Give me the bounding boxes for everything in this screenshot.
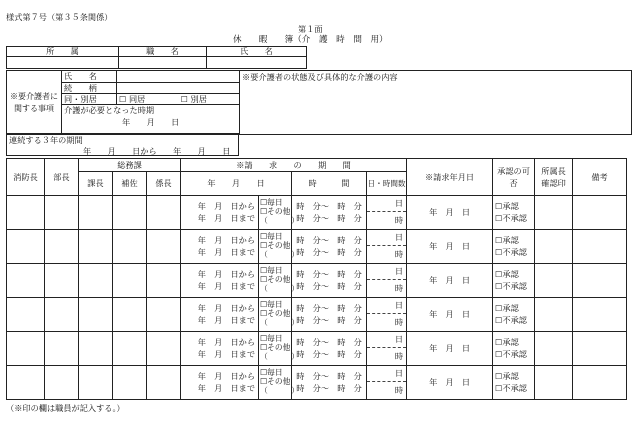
approval-cell[interactable] [493,298,535,332]
general-affairs-header: 総務課 [79,159,181,172]
days-hours-cell[interactable] [367,332,407,366]
subsection-chief-seal-cell[interactable] [147,332,181,366]
fire-chief-seal-cell[interactable] [7,366,45,400]
other-detail: （ ） [260,249,300,259]
other-option[interactable]: ☐その他 [260,207,291,217]
section-chief-seal-cell[interactable] [79,366,113,400]
living-options: ☐ 同居 ☐ 別居 [117,94,240,105]
daily-option[interactable]: ☐毎日 [260,266,283,276]
section-chief-seal-cell[interactable] [79,264,113,298]
frequency-cell[interactable] [259,230,300,264]
request-date-cell[interactable]: 年 月 日 [407,366,493,400]
other-detail: （ ） [260,283,300,293]
subsection-chief-seal-cell[interactable] [147,196,181,230]
carer-condition-cell[interactable] [240,71,632,135]
other-detail: （ ） [260,317,300,327]
request-date-cell[interactable]: 年 月 日 [407,230,493,264]
job-title-field[interactable] [119,57,207,69]
assistant-seal-cell[interactable] [113,196,147,230]
table-row [7,298,627,332]
dept-chief-seal-cell[interactable] [45,298,79,332]
time-range-2: 時 分～ 時 分 [296,314,362,325]
period-dates-cell[interactable] [181,298,259,332]
subsection-chief-seal-cell[interactable] [147,298,181,332]
dept-chief-seal-cell[interactable] [45,196,79,230]
time-range-1: 時 分～ 時 分 [296,303,362,314]
section-chief-header: 課長 [79,172,113,196]
dept-chief-seal-cell[interactable] [45,366,79,400]
period-dates-cell[interactable] [181,230,259,264]
assistant-seal-cell[interactable] [113,298,147,332]
day-count: 日 [367,230,406,246]
request-date-cell[interactable]: 年 月 日 [407,196,493,230]
dept-chief-header: 部長 [45,159,79,196]
job-title-label: 職 名 [119,47,207,57]
daily-option[interactable]: ☐毎日 [260,334,283,344]
section-chief-seal-cell[interactable] [79,332,113,366]
remarks-cell[interactable] [573,332,627,366]
time-header: 時 間 [292,172,367,196]
assistant-seal-cell[interactable] [113,230,147,264]
time-range-2: 時 分～ 時 分 [296,382,362,393]
approve-option[interactable]: ☐承認 [495,235,519,246]
fire-chief-seal-cell[interactable] [7,298,45,332]
reject-option[interactable]: ☐不承認 [495,280,527,291]
remarks-cell[interactable] [573,230,627,264]
days-hours-cell[interactable] [367,264,407,298]
confirm-seal-cell[interactable] [535,264,573,298]
to-date: 年 月 日まで [197,280,256,291]
employee-header-table [6,46,307,69]
day-count: 日 [367,366,406,382]
table-row [7,264,627,298]
time-range-cell[interactable] [292,196,367,230]
approval-header: 承認の可否 [493,159,535,196]
approve-option[interactable]: ☐承認 [495,269,519,280]
relation-label: 続 柄 [62,83,117,94]
approve-option[interactable]: ☐承認 [495,303,519,314]
subsection-chief-seal-cell[interactable] [147,366,181,400]
confirm-seal-header: 所属長確認印 [535,159,573,196]
carer-table [6,70,632,135]
living-same-checkbox[interactable]: ☐ [119,93,129,104]
time-range-cell[interactable] [292,332,367,366]
time-range-2: 時 分～ 時 分 [296,246,362,257]
subsection-chief-header: 係長 [147,172,181,196]
carer-name-field[interactable] [117,71,240,83]
time-range-1: 時 分～ 時 分 [296,201,362,212]
relation-field[interactable] [117,83,240,94]
frequency-cell[interactable] [259,264,300,298]
assistant-seal-cell[interactable] [113,366,147,400]
time-range-2: 時 分～ 時 分 [296,348,362,359]
day-count: 日 [367,298,406,314]
dept-chief-seal-cell[interactable] [45,332,79,366]
days-hours-cell[interactable] [367,298,407,332]
confirm-seal-cell[interactable] [535,332,573,366]
other-option[interactable]: ☐その他 [260,377,291,387]
name-field[interactable] [207,57,307,69]
confirm-seal-cell[interactable] [535,230,573,264]
three-year-period-label: 連続する３年の期間 [9,135,83,145]
to-date: 年 月 日まで [197,348,256,359]
subsection-chief-seal-cell[interactable] [147,264,181,298]
day-count: 日 [367,332,406,348]
subsection-chief-seal-cell[interactable] [147,230,181,264]
time-range-cell[interactable] [292,264,367,298]
day-count: 日 [367,264,406,280]
fire-chief-seal-cell[interactable] [7,230,45,264]
to-date: 年 月 日まで [197,382,256,393]
reject-option[interactable]: ☐不承認 [495,246,527,257]
days-hours-cell[interactable] [367,230,407,264]
living-label: 同・別居 [62,94,117,105]
name-label: 氏 名 [207,47,307,57]
confirm-seal-cell[interactable] [535,298,573,332]
remarks-header: 備考 [573,159,627,196]
days-hours-cell[interactable] [367,196,407,230]
need-since-date: 年 月 日 [122,116,180,127]
fire-chief-seal-cell[interactable] [7,332,45,366]
period-dates-cell[interactable] [181,332,259,366]
reject-option[interactable]: ☐不承認 [495,314,527,325]
hour-count: 時 [394,283,404,293]
approval-cell[interactable] [493,332,535,366]
from-date: 年 月 日から [197,337,256,348]
fire-chief-seal-cell[interactable] [7,264,45,298]
period-dates-cell[interactable] [181,264,259,298]
from-date: 年 月 日から [197,235,256,246]
confirm-seal-cell[interactable] [535,196,573,230]
request-date-cell[interactable]: 年 月 日 [407,332,493,366]
daily-option[interactable]: ☐毎日 [260,368,283,378]
leave-request-table [6,158,627,400]
days-hours-header: 日・時間数 [367,172,407,196]
days-hours-cell[interactable] [367,366,407,400]
day-count: 日 [367,196,406,212]
remarks-cell[interactable] [573,366,627,400]
time-range-cell[interactable] [292,366,367,400]
need-since-label: 介護が必要となった時期 [64,105,155,115]
living-separate-checkbox[interactable]: ☐ [180,93,191,104]
hour-count: 時 [394,385,404,395]
time-range-2: 時 分～ 時 分 [296,212,362,223]
confirm-seal-cell[interactable] [535,366,573,400]
section-chief-seal-cell[interactable] [79,298,113,332]
section-chief-seal-cell[interactable] [79,230,113,264]
period-dates-cell[interactable] [181,196,259,230]
hour-count: 時 [394,351,404,361]
approve-option[interactable]: ☐承認 [495,371,519,382]
other-detail: （ ） [260,351,300,361]
request-rows [7,196,627,400]
table-row [7,332,627,366]
hour-count: 時 [394,249,404,259]
to-date: 年 月 日まで [197,314,256,325]
frequency-cell[interactable] [259,298,300,332]
remarks-cell[interactable] [573,196,627,230]
three-year-period-value: 年 月 日から 年 月 日 [83,146,231,156]
footnote: （※印の欄は職員が記入する。） [6,403,125,413]
reject-option[interactable]: ☐不承認 [495,382,527,393]
date-header: 年 月 日 [181,172,292,196]
from-date: 年 月 日から [197,201,256,212]
page-label: 第１面 [298,24,323,34]
approval-cell[interactable] [493,230,535,264]
other-detail: （ ） [260,215,300,225]
period-dates-cell[interactable] [181,366,259,400]
other-option[interactable]: ☐その他 [260,343,291,353]
hour-count: 時 [394,317,404,327]
remarks-cell[interactable] [573,264,627,298]
table-row [7,230,627,264]
time-range-cell[interactable] [292,298,367,332]
affiliation-label: 所 属 [7,47,119,57]
other-option[interactable]: ☐その他 [260,241,291,251]
table-row [7,196,627,230]
hour-count: 時 [394,215,404,225]
dept-chief-seal-cell[interactable] [45,264,79,298]
assistant-seal-cell[interactable] [113,264,147,298]
carer-name-label: 氏 名 [62,71,117,83]
request-date-header: ※請求年月日 [407,159,493,196]
request-date-cell[interactable]: 年 月 日 [407,298,493,332]
to-date: 年 月 日まで [197,246,256,257]
approve-option[interactable]: ☐承認 [495,201,519,212]
daily-option[interactable]: ☐毎日 [260,300,283,310]
section-chief-seal-cell[interactable] [79,196,113,230]
approval-cell[interactable] [493,196,535,230]
approve-option[interactable]: ☐承認 [495,337,519,348]
request-date-cell[interactable]: 年 月 日 [407,264,493,298]
assistant-header: 補佐 [113,172,147,196]
from-date: 年 月 日から [197,269,256,280]
daily-option[interactable]: ☐毎日 [260,198,283,208]
reject-option[interactable]: ☐不承認 [495,348,527,359]
affiliation-field[interactable] [7,57,119,69]
time-range-cell[interactable] [292,230,367,264]
time-range-1: 時 分～ 時 分 [296,269,362,280]
carer-condition-label: ※要介護者の状態及び具体的な介護の内容 [242,72,398,82]
to-date: 年 月 日まで [197,212,256,223]
approval-cell[interactable] [493,264,535,298]
fire-chief-seal-cell[interactable] [7,196,45,230]
three-year-period-box[interactable] [6,133,239,156]
approval-cell[interactable] [493,366,535,400]
dept-chief-seal-cell[interactable] [45,230,79,264]
request-period-header: ※請 求 の 期 間 [181,159,407,172]
frequency-cell[interactable] [259,196,300,230]
time-range-1: 時 分～ 時 分 [296,337,362,348]
time-range-1: 時 分～ 時 分 [296,371,362,382]
reject-option[interactable]: ☐不承認 [495,212,527,223]
from-date: 年 月 日から [197,303,256,314]
time-range-1: 時 分～ 時 分 [296,235,362,246]
time-range-2: 時 分～ 時 分 [296,280,362,291]
other-option[interactable]: ☐その他 [260,275,291,285]
carer-section-label: ※要介護者に関する事項 [7,71,62,135]
table-row [7,366,627,400]
other-detail: （ ） [260,385,300,395]
daily-option[interactable]: ☐毎日 [260,232,283,242]
from-date: 年 月 日から [197,371,256,382]
other-option[interactable]: ☐その他 [260,309,291,319]
frequency-cell[interactable] [259,332,300,366]
form-title: 休 暇 簿（介 護 時 間 用） [233,35,388,45]
need-since-cell[interactable] [62,105,240,135]
fire-chief-header: 消防長 [7,159,45,196]
frequency-cell[interactable] [259,366,300,400]
form-number: 様式第７号（第３５条関係） [6,12,113,22]
assistant-seal-cell[interactable] [113,332,147,366]
remarks-cell[interactable] [573,298,627,332]
